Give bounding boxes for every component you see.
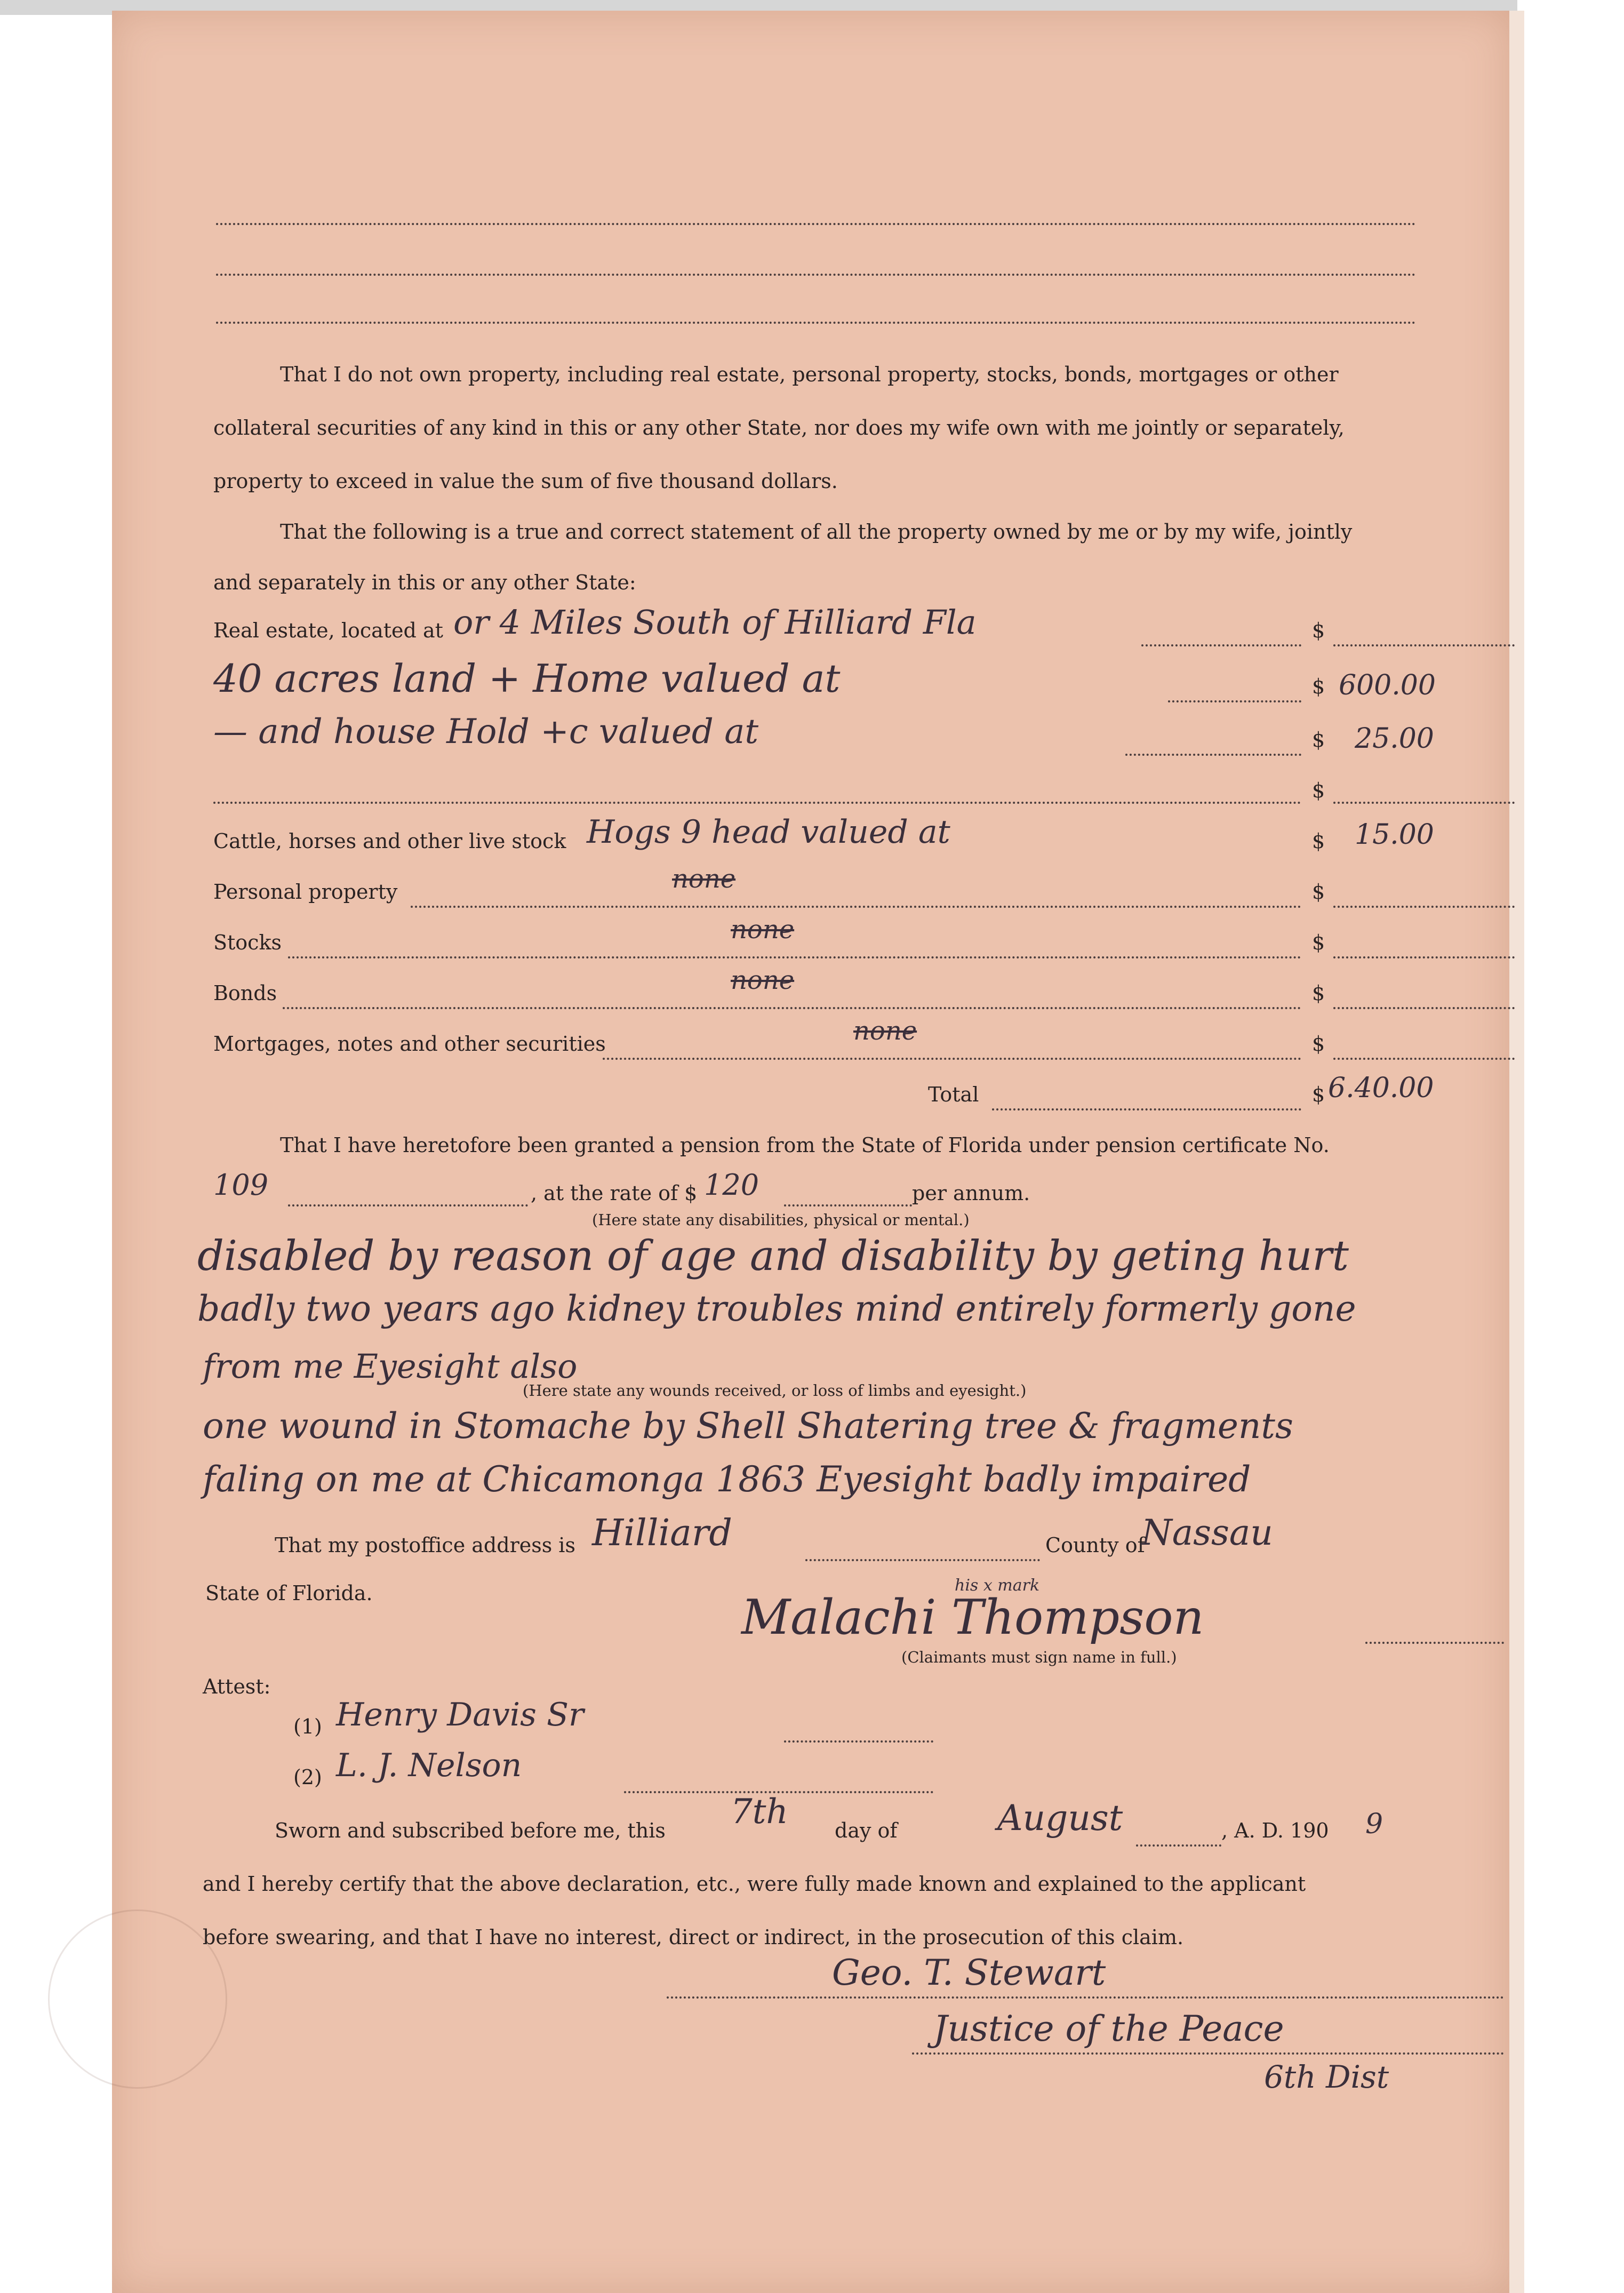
attest-label: Attest: bbox=[203, 1675, 271, 1698]
fill-line bbox=[805, 1557, 1040, 1561]
mortgages-entry: none bbox=[853, 1016, 917, 1046]
dollar-sign: $ bbox=[1312, 880, 1325, 904]
personal-property-entry: none bbox=[672, 864, 736, 894]
signature-line bbox=[1365, 1640, 1504, 1644]
disability-line: from me Eyesight also bbox=[203, 1347, 578, 1386]
pension-form-page bbox=[112, 11, 1509, 2293]
paragraph-line: collateral securities of any kind in this or any other State, nor does my wife own with me jointly or separately, bbox=[213, 416, 1345, 440]
fill-line bbox=[1333, 1005, 1515, 1009]
blank-line bbox=[216, 221, 1416, 225]
fill-line bbox=[213, 800, 1301, 804]
postoffice-label: That my postoffice address is bbox=[275, 1533, 575, 1557]
rate-label: , at the rate of $ bbox=[531, 1181, 698, 1205]
dollar-sign: $ bbox=[1312, 1032, 1325, 1056]
real-estate-location: or 4 Miles South of Hilliard Fla bbox=[453, 603, 977, 642]
bonds-entry: none bbox=[731, 965, 795, 995]
witness-signature: L. J. Nelson bbox=[336, 1747, 522, 1784]
fill-line bbox=[603, 1056, 1301, 1060]
fill-line bbox=[1136, 1843, 1221, 1847]
fill-line bbox=[992, 1107, 1301, 1110]
sworn-day: 7th bbox=[731, 1792, 788, 1832]
official-title: Justice of the Peace bbox=[933, 2008, 1284, 2049]
day-of-label: day of bbox=[835, 1819, 898, 1842]
wounds-caption: (Here state any wounds received, or loss of limbs and eyesight.) bbox=[523, 1381, 1027, 1400]
fill-line bbox=[1168, 699, 1301, 702]
witness-number: (2) bbox=[293, 1765, 322, 1789]
paragraph-line: That I do not own property, including real estate, personal property, stocks, bonds, mortgages or other bbox=[280, 363, 1339, 386]
disability-line: disabled by reason of age and disability by geting hurt bbox=[197, 1232, 1349, 1280]
total-value: 6.40.00 bbox=[1328, 1072, 1434, 1104]
county-label: County of bbox=[1045, 1533, 1145, 1557]
total-label: Total bbox=[928, 1083, 979, 1106]
livestock-entry: Hogs 9 head valued at bbox=[587, 813, 950, 851]
dollar-sign: $ bbox=[1312, 619, 1325, 642]
official-signature: Geo. T. Stewart bbox=[832, 1952, 1106, 1993]
wound-line: one wound in Stomache by Shell Shatering tree & fragments bbox=[203, 1405, 1293, 1447]
dollar-sign: $ bbox=[1312, 1083, 1325, 1106]
fill-line bbox=[1333, 800, 1515, 804]
fill-line bbox=[1125, 752, 1301, 756]
fill-line bbox=[1141, 643, 1301, 646]
scan-right-margin bbox=[1517, 0, 1624, 2293]
state-label: State of Florida. bbox=[205, 1581, 373, 1605]
dollar-sign: $ bbox=[1312, 675, 1325, 698]
stocks-entry: none bbox=[731, 915, 795, 945]
household-entry: — and house Hold +c valued at bbox=[213, 712, 759, 752]
pension-certificate-number: 109 bbox=[213, 1168, 269, 1202]
fill-line bbox=[1333, 643, 1515, 646]
certification-line: and I hereby certify that the above declaration, etc., were fully made known and explained to the applicant bbox=[203, 1872, 1306, 1896]
dollar-sign: $ bbox=[1312, 981, 1325, 1005]
witness-number: (1) bbox=[293, 1715, 322, 1738]
fill-line bbox=[411, 904, 1301, 908]
fill-line bbox=[1333, 955, 1515, 958]
personal-property-label: Personal property bbox=[213, 880, 398, 904]
certification-line: before swearing, and that I have no interest, direct or indirect, in the prosecution of this claim. bbox=[203, 1926, 1184, 1949]
claimant-signature: Malachi Thompson bbox=[741, 1589, 1204, 1645]
land-home-entry: 40 acres land + Home valued at bbox=[213, 656, 841, 701]
bonds-label: Bonds bbox=[213, 981, 277, 1005]
per-annum: per annum. bbox=[912, 1181, 1030, 1205]
fill-line bbox=[288, 1203, 528, 1207]
paper-edge bbox=[1509, 11, 1524, 2293]
disability-line: badly two years ago kidney troubles mind entirely formerly gone bbox=[197, 1288, 1356, 1329]
sworn-statement: Sworn and subscribed before me, this bbox=[275, 1819, 666, 1842]
sworn-year: 9 bbox=[1365, 1808, 1383, 1840]
disabilities-caption: (Here state any disabilities, physical or mental.) bbox=[592, 1211, 970, 1229]
claimant-caption: (Claimants must sign name in full.) bbox=[901, 1648, 1177, 1666]
pension-rate: 120 bbox=[704, 1168, 759, 1202]
fill-line bbox=[288, 955, 1301, 958]
signature-line bbox=[667, 1995, 1504, 1999]
sworn-month: August bbox=[997, 1797, 1123, 1839]
livestock-label: Cattle, horses and other live stock bbox=[213, 829, 566, 853]
real-estate-label: Real estate, located at bbox=[213, 619, 443, 642]
mortgages-label: Mortgages, notes and other securities bbox=[213, 1032, 606, 1056]
paragraph-line: and separately in this or any other State: bbox=[213, 571, 636, 594]
paragraph-line: That the following is a true and correct statement of all the property owned by me or by my wife, jointly bbox=[280, 520, 1353, 544]
official-district: 6th Dist bbox=[1264, 2059, 1389, 2095]
signature-line bbox=[912, 2051, 1504, 2055]
witness-signature: Henry Davis Sr bbox=[336, 1696, 584, 1733]
fill-line bbox=[784, 1203, 912, 1207]
postoffice-address: Hilliard bbox=[592, 1512, 732, 1554]
claimant-mark: his x mark bbox=[955, 1576, 1040, 1595]
land-home-value: 600.00 bbox=[1339, 669, 1436, 701]
fill-line bbox=[283, 1005, 1301, 1009]
county-name: Nassau bbox=[1141, 1512, 1273, 1553]
fill-line bbox=[1333, 1056, 1515, 1060]
dollar-sign: $ bbox=[1312, 931, 1325, 954]
household-value: 25.00 bbox=[1355, 723, 1434, 755]
fill-line bbox=[784, 1739, 933, 1743]
dollar-sign: $ bbox=[1312, 829, 1325, 853]
fill-line bbox=[1333, 904, 1515, 908]
dollar-sign: $ bbox=[1312, 728, 1325, 752]
pension-statement: That I have heretofore been granted a pension from the State of Florida under pension certificate No. bbox=[280, 1133, 1330, 1157]
stocks-label: Stocks bbox=[213, 931, 282, 954]
blank-line bbox=[216, 272, 1416, 276]
dollar-sign: $ bbox=[1312, 779, 1325, 802]
wound-line: faling on me at Chicamonga 1863 Eyesight badly impaired bbox=[203, 1459, 1251, 1500]
paragraph-line: property to exceed in value the sum of five thousand dollars. bbox=[213, 469, 838, 493]
livestock-value: 15.00 bbox=[1355, 819, 1434, 851]
embossed-seal bbox=[48, 1909, 227, 2089]
anno-domini: , A. D. 190 bbox=[1221, 1819, 1329, 1842]
blank-line bbox=[216, 320, 1416, 324]
